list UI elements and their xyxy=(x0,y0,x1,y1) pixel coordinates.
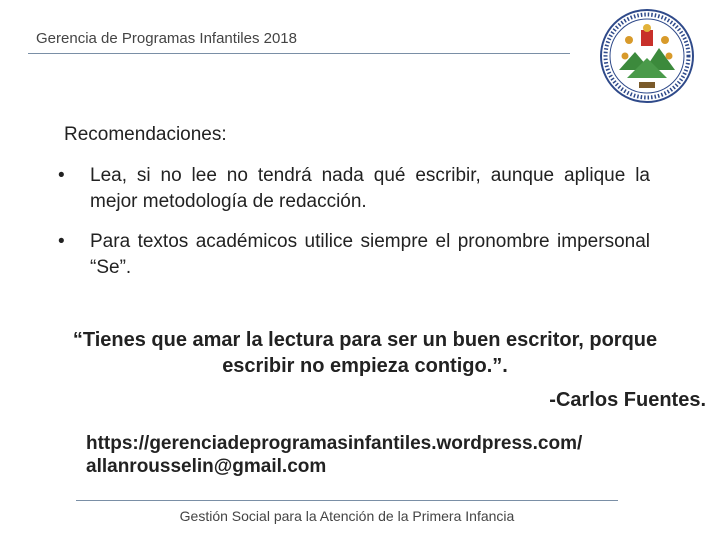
header-title: Gerencia de Programas Infantiles 2018 xyxy=(36,30,297,47)
quote-text: “Tienes que amar la lectura para ser un buen escritor, porque escribir no empieza contigo.”. xyxy=(72,329,658,377)
footer-divider xyxy=(76,500,618,501)
website-link[interactable]: https://gerenciadeprogramasinfantiles.wordpress.com/ xyxy=(86,433,583,454)
bullet-text: Lea, si no lee no tendrá nada qué escribir, aunque aplique la mejor metodología de redacción. xyxy=(90,165,650,212)
footer-text: Gestión Social para la Atención de la Primera Infancia xyxy=(179,508,515,524)
email-link[interactable]: allanrousselin@gmail.com xyxy=(86,456,327,477)
quote-author: -Carlos Fuentes. xyxy=(549,389,706,411)
recommendations-heading: Recomendaciones: xyxy=(64,124,227,145)
header-divider xyxy=(28,53,570,54)
bullet-text: Para textos académicos utilice siempre el pronombre impersonal “Se”. xyxy=(90,231,650,278)
bullet-item xyxy=(58,229,650,281)
bullet-marker: • xyxy=(58,165,65,186)
university-seal-icon xyxy=(599,8,695,104)
bullet-marker: • xyxy=(58,231,65,252)
bullet-item xyxy=(58,163,650,215)
